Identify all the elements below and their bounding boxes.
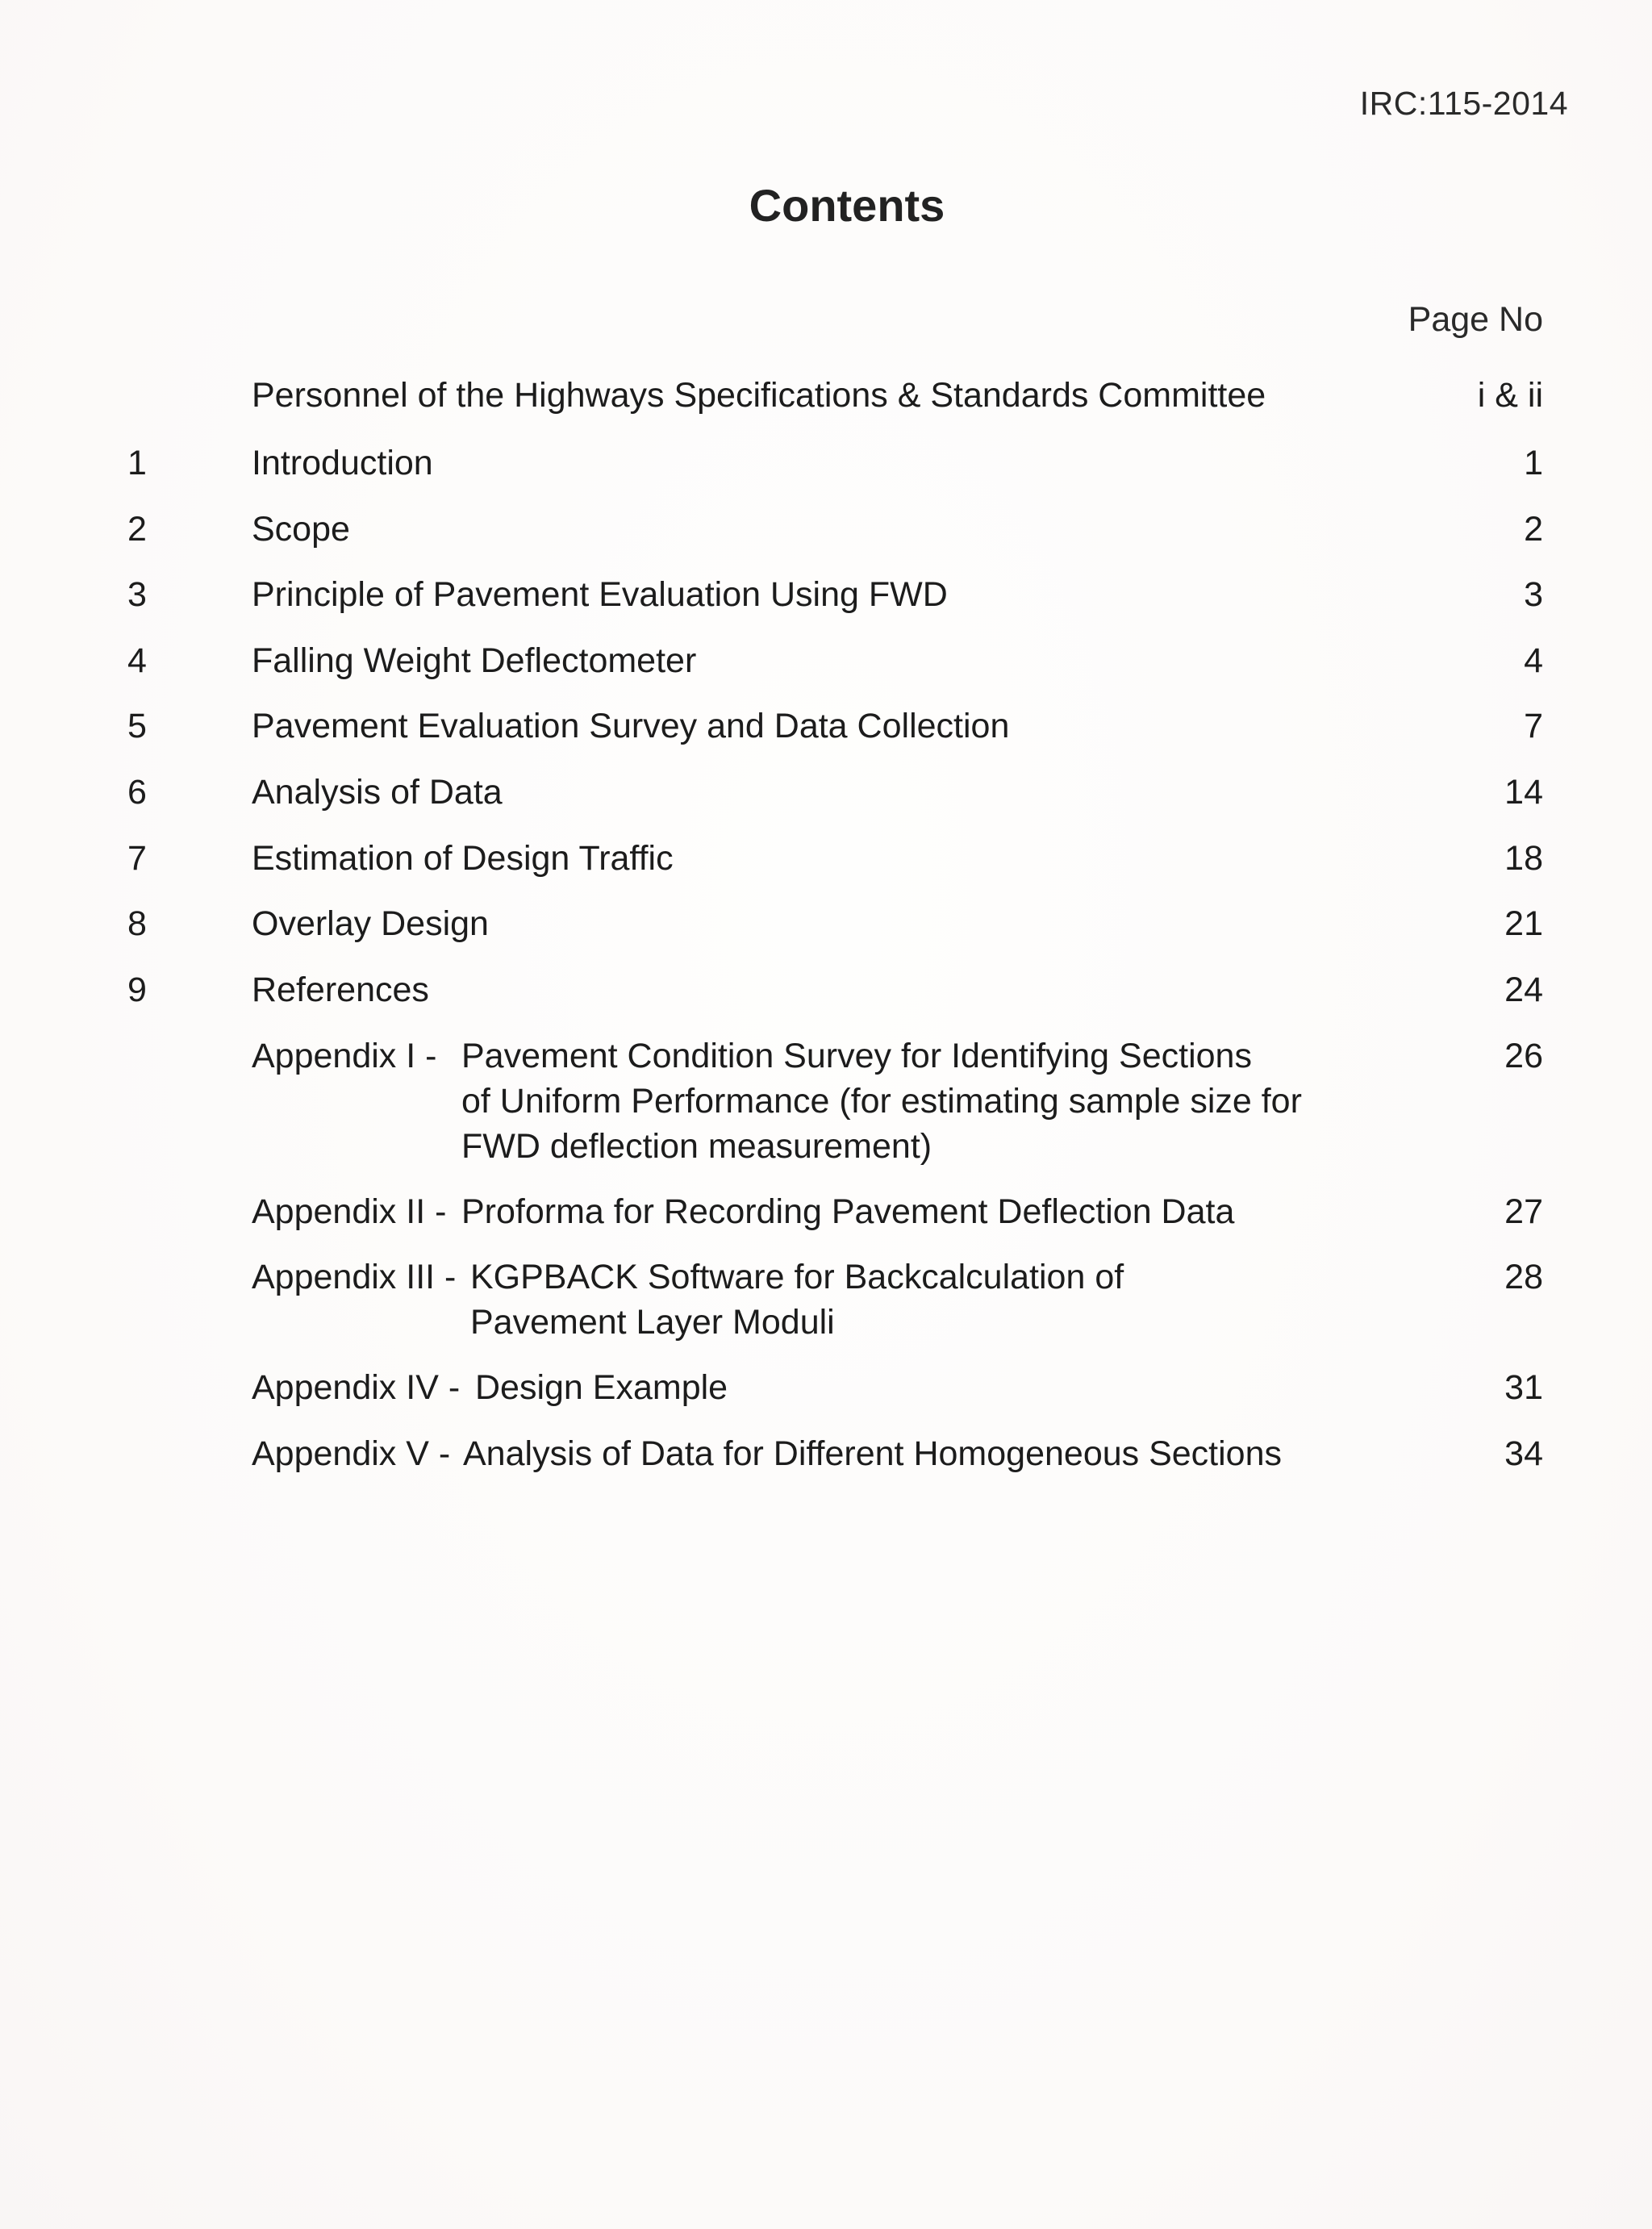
appendix-title-line: Proforma for Recording Pavement Deflection Data xyxy=(461,1192,1235,1231)
toc-entry-title: Personnel of the Highways Specifications & Standards Committee xyxy=(252,376,1266,415)
toc-entry-title: Principle of Pavement Evaluation Using FWD xyxy=(252,575,948,614)
toc-entry-page: 18 xyxy=(1504,839,1543,878)
appendix-prefix: Appendix III - xyxy=(252,1258,457,1296)
appendix-prefix: Appendix II - xyxy=(252,1192,447,1231)
page-title: Contents xyxy=(749,180,945,231)
toc-entry-number: 2 xyxy=(127,510,147,549)
toc-entry-title: Overlay Design xyxy=(252,904,489,943)
toc-entry-page: 4 xyxy=(1524,641,1543,680)
toc-entry-page: i & ii xyxy=(1477,376,1543,415)
toc-entry-page: 24 xyxy=(1504,970,1543,1009)
toc-entry-page: 27 xyxy=(1504,1192,1543,1231)
toc-entry-page: 34 xyxy=(1504,1434,1543,1473)
toc-entry-number: 8 xyxy=(127,904,147,943)
toc-entry-number: 7 xyxy=(127,839,147,878)
toc-entry-number: 5 xyxy=(127,707,147,745)
appendix-title-line: FWD deflection measurement) xyxy=(461,1127,932,1166)
appendix-title-line: Pavement Condition Survey for Identifying Sections xyxy=(461,1037,1252,1075)
toc-entry-title: Scope xyxy=(252,510,350,549)
toc-entry-number: 9 xyxy=(127,970,147,1009)
toc-entry-appendix-3[interactable] xyxy=(0,1254,1652,1345)
toc-entry-page: 26 xyxy=(1504,1037,1543,1075)
toc-entry-number: 4 xyxy=(127,641,147,680)
toc-entry-title: Introduction xyxy=(252,444,433,482)
appendix-prefix: Appendix IV - xyxy=(252,1368,461,1407)
document-code: IRC:115-2014 xyxy=(1359,85,1568,122)
toc-entry-title: Falling Weight Deflectometer xyxy=(252,641,697,680)
appendix-title-line: of Uniform Performance (for estimating sample size for xyxy=(461,1082,1302,1121)
appendix-title-line: Analysis of Data for Different Homogeneous Sections xyxy=(463,1434,1283,1473)
toc-entry-page: 21 xyxy=(1504,904,1543,943)
toc-entry-page: 31 xyxy=(1504,1368,1543,1407)
toc-entry-page: 2 xyxy=(1524,510,1543,549)
appendix-title-line: Pavement Layer Moduli xyxy=(470,1303,835,1342)
toc-entry-page: 3 xyxy=(1524,575,1543,614)
toc-entry-page: 1 xyxy=(1524,444,1543,482)
toc-entry-page: 28 xyxy=(1504,1258,1543,1296)
appendix-prefix: Appendix I - xyxy=(252,1037,437,1075)
toc-entry-page: 14 xyxy=(1504,773,1543,812)
appendix-title-line: Design Example xyxy=(475,1368,728,1407)
toc-entry-title: Pavement Evaluation Survey and Data Collection xyxy=(252,707,1010,745)
page-no-heading: Page No xyxy=(1408,300,1543,339)
toc-entry-number: 1 xyxy=(127,444,147,482)
toc-entry-title: Estimation of Design Traffic xyxy=(252,839,674,878)
toc-entry-page: 7 xyxy=(1524,707,1543,745)
toc-entry-number: 3 xyxy=(127,575,147,614)
appendix-prefix: Appendix V - xyxy=(252,1434,451,1473)
appendix-title-line: KGPBACK Software for Backcalculation of xyxy=(470,1258,1124,1296)
toc-entry-appendix-1[interactable] xyxy=(0,1033,1652,1169)
toc-entry-title: References xyxy=(252,970,429,1009)
toc-entry-title: Analysis of Data xyxy=(252,773,503,812)
toc-entry-number: 6 xyxy=(127,773,147,812)
